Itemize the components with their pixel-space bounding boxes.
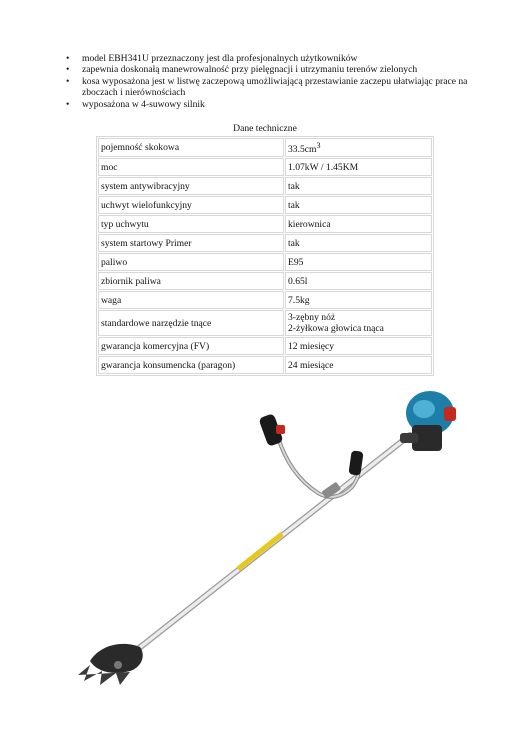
table-row — [98, 310, 432, 336]
spec-key: zbiornik paliwa — [98, 272, 284, 290]
table-row — [98, 356, 432, 374]
spec-key: pojemność skokowa — [98, 138, 284, 157]
spec-key: typ uchwytu — [98, 215, 284, 233]
spec-table — [96, 136, 434, 376]
table-row — [98, 196, 432, 214]
feature-item: • wyposażona w 4-suwowy silnik — [66, 99, 486, 110]
spec-value — [285, 310, 432, 336]
spec-key: standardowe narzędzie tnące — [98, 310, 284, 336]
spec-unit-superscript: 3 — [316, 141, 321, 150]
table-row — [98, 158, 432, 176]
spec-value: 0.65l — [285, 272, 432, 290]
brushcutter-image — [60, 385, 480, 690]
spec-value: tak — [285, 196, 432, 214]
spec-value: 12 miesięcy — [285, 337, 432, 355]
spec-key: moc — [98, 158, 284, 176]
table-row — [98, 215, 432, 233]
spec-key: system startowy Primer — [98, 234, 284, 252]
table-row — [98, 272, 432, 290]
spec-value: tak — [285, 177, 432, 195]
spec-value: 1.07kW / 1.45KM — [285, 158, 432, 176]
spec-value-line: 3-zębny nóż — [288, 312, 336, 324]
table-row — [98, 234, 432, 252]
spec-key: uchwyt wielofunkcyjny — [98, 196, 284, 214]
spec-key: waga — [98, 291, 284, 309]
spec-value: E95 — [285, 253, 432, 271]
spec-key: gwarancja konsumencka (paragon) — [98, 356, 284, 374]
feature-list — [66, 53, 486, 110]
spec-value: tak — [285, 234, 432, 252]
spec-key: system antywibracyjny — [98, 177, 284, 195]
spec-value-line: 2-żyłkowa głowica tnąca — [288, 323, 384, 335]
spec-value-text: 33.5cm — [288, 144, 317, 156]
shaft-label-icon — [238, 534, 282, 569]
table-row — [98, 138, 432, 157]
cutting-head-icon — [78, 644, 143, 685]
table-caption: Dane techniczne — [233, 123, 297, 134]
spec-value — [285, 138, 432, 157]
feature-item: • kosa wyposażona jest w listwę zaczepową umożliwiającą przestawianie zaczepu ułatwiając prace na zboczach i nierównościach — [66, 76, 486, 99]
spec-key: paliwo — [98, 253, 284, 271]
engine-icon — [400, 391, 456, 451]
table-row — [98, 337, 432, 355]
spec-value: 24 miesiące — [285, 356, 432, 374]
spec-value: 7.5kg — [285, 291, 432, 309]
feature-item: • zapewnia doskonałą manewrowalność przy pielęgnacji i utrzymaniu terenów zielonych — [66, 64, 486, 75]
spec-key: gwarancja komercyjna (FV) — [98, 337, 284, 355]
table-row — [98, 291, 432, 309]
feature-item: • model EBH341U przeznaczony jest dla profesjonalnych użytkowników — [66, 53, 486, 64]
table-row — [98, 253, 432, 271]
table-row — [98, 177, 432, 195]
spec-value: kierownica — [285, 215, 432, 233]
